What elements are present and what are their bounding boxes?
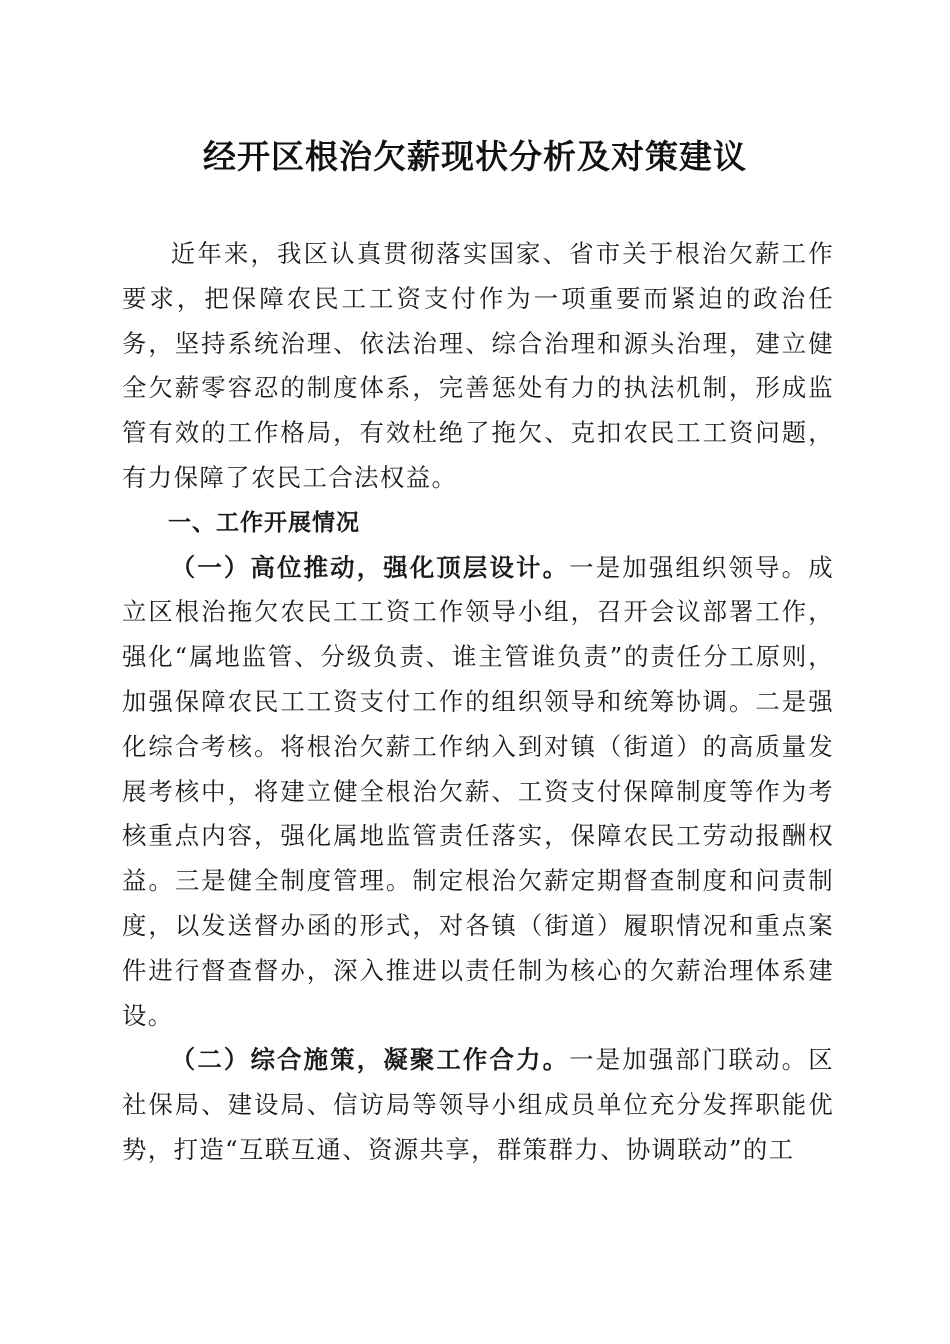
document-title: 经开区根治欠薪现状分析及对策建议 <box>203 137 747 176</box>
intro-paragraph: 近年来，我区认真贯彻落实国家、省市关于根治欠薪工作要求，把保障农民工工资支付作为一项重要而紧迫的政治任务，坚持系统治理、依法治理、综合治理和源头治理，建立健全欠薪零容忍的制度体系，完善惩处有力的执法机制，形成监管有效的工作格局，有效杜绝了拖欠、克扣农民工工资问题，有力保障了农民工合法权益。 <box>122 239 834 492</box>
paragraph-2-body: 一是加强部门联动。区社保局、建设局、信访局等领导小组成员单位充分发挥职能优势，打造“互联互通、资源共享，群策群力、协调联动”的工 <box>122 1045 834 1164</box>
paragraph-1 <box>122 546 834 1039</box>
paragraph-2 <box>122 1038 834 1172</box>
paragraph-1-lead: （一）高位推动，强化顶层设计。 <box>170 552 570 582</box>
paragraph-1-body: 一是加强组织领导。成立区根治拖欠农民工工资工作领导小组，召开会议部署工作，强化“属地监管、分级负责、谁主管谁负责”的责任分工原则，加强保障农民工工资支付工作的组织领导和统筹协调。二是强化综合考核。将根治欠薪工作纳入到对镇（街道）的高质量发展考核中，将建立健全根治欠薪、工资支付保障制度等作为考核重点内容，强化属地监管责任落实，保障农民工劳动报酬权益。三是健全制度管理。制定根治欠薪定期督查制度和问责制度，以发送督办函的形式，对各镇（街道）履职情况和重点案件进行督查督办，深入推进以责任制为核心的欠薪治理体系建设。 <box>122 552 834 1030</box>
section-heading: 一、工作开展情况 <box>168 509 360 536</box>
paragraph-2-lead: （二）综合施策，凝聚工作合力。 <box>170 1045 570 1075</box>
document-body <box>122 232 834 1173</box>
